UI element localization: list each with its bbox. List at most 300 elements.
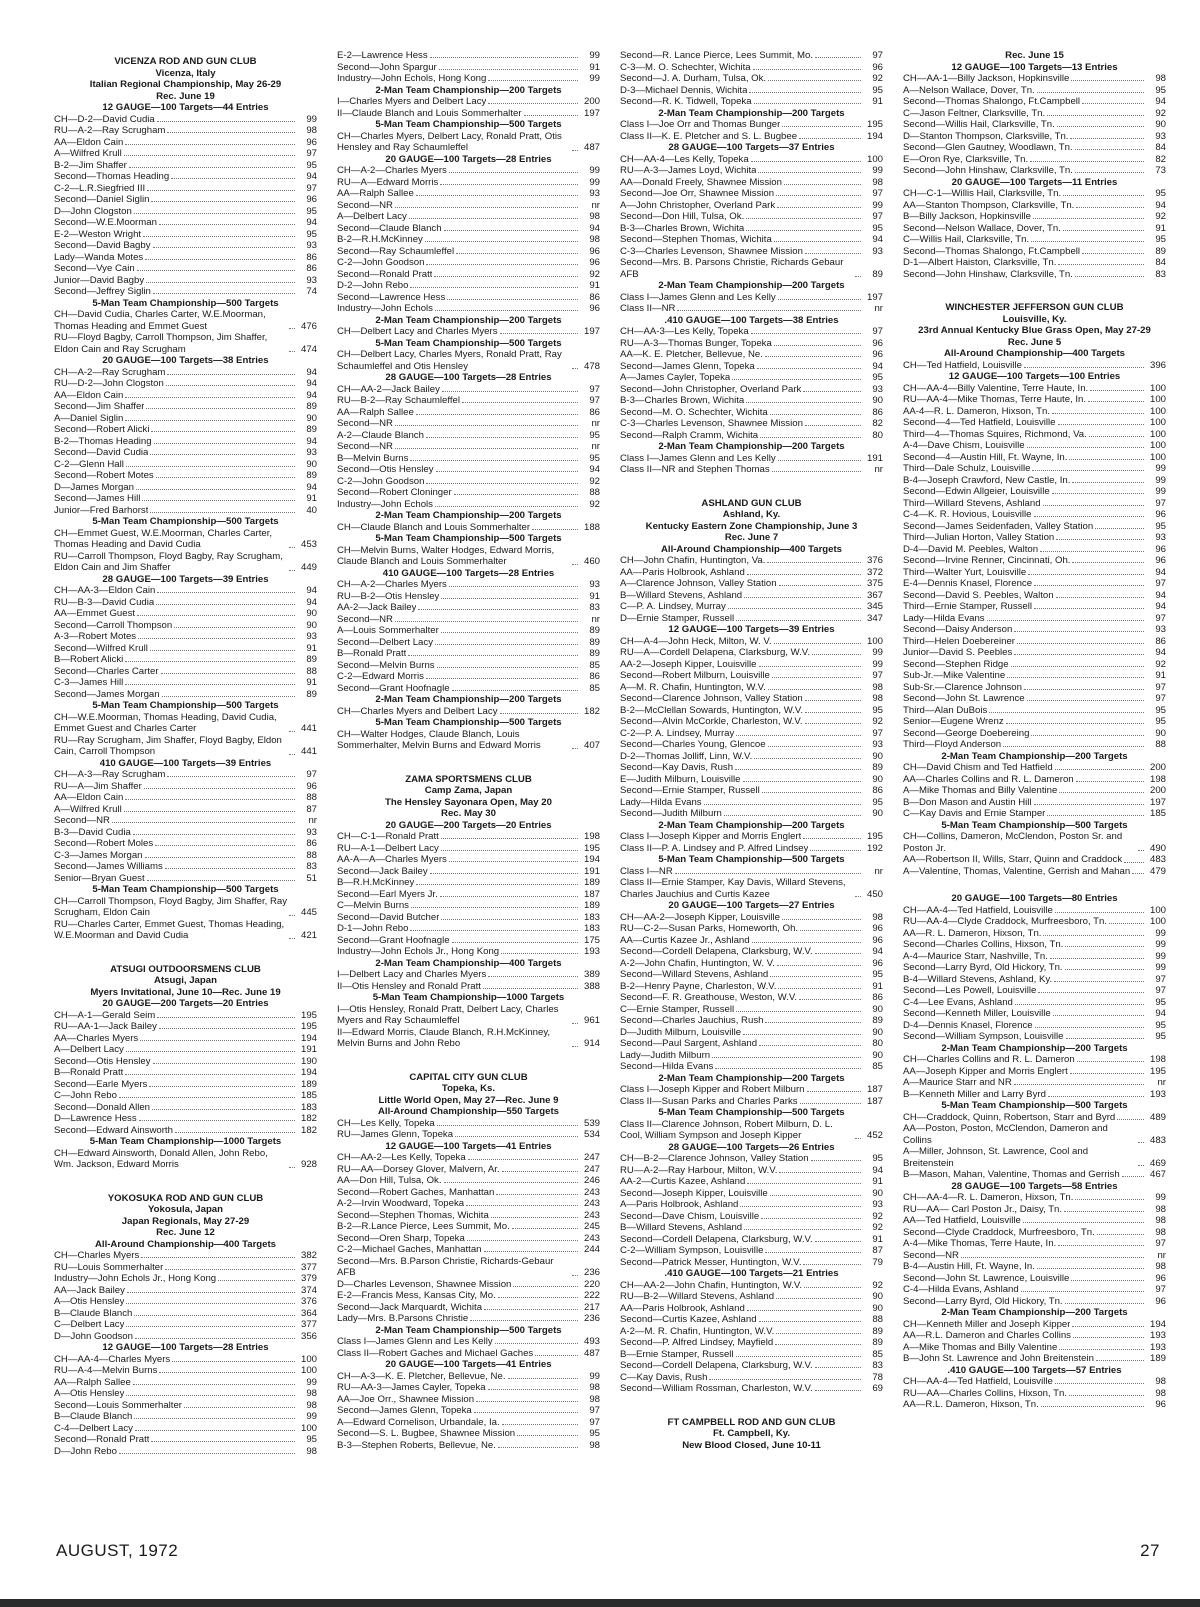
shooter-name: Class II—K. E. Pletcher and S. L. Bugbee <box>620 130 798 142</box>
result-row <box>337 1164 600 1176</box>
club-heading: WINCHESTER JEFFERSON GUN CLUB <box>945 302 1124 313</box>
score: 92 <box>589 268 600 280</box>
result-row <box>337 430 600 442</box>
result-row <box>337 464 600 476</box>
result-row <box>903 1054 1166 1066</box>
shooter-name: Second—James Williams <box>54 861 163 872</box>
score: 469 <box>1149 1157 1166 1169</box>
shooter-name: RU—B-2—Ray Schaumleffel <box>337 395 460 406</box>
result-row <box>903 808 1166 820</box>
leader-dots <box>134 1418 295 1419</box>
score: 93 <box>589 579 600 590</box>
score: 198 <box>583 831 600 842</box>
score: 85 <box>589 659 600 671</box>
score: 97 <box>306 769 317 780</box>
shooter-name: CH—C-1—Willis Hail, Clarksville, Tn. <box>903 188 1062 199</box>
result-row <box>337 660 600 672</box>
result-row <box>337 1279 600 1291</box>
score: 95 <box>1155 1019 1166 1031</box>
result-row <box>903 1261 1166 1273</box>
result-row <box>620 119 883 131</box>
score: 382 <box>300 1250 317 1261</box>
leader-dots <box>145 857 295 858</box>
result-row <box>620 292 883 304</box>
score: 95 <box>872 222 883 234</box>
shooter-name: Lady—Hilda Evans <box>620 796 702 808</box>
shooter-name: Second—James Glenn, Topeka <box>620 360 755 372</box>
score: 93 <box>306 274 317 286</box>
leader-dots <box>157 1017 295 1018</box>
leader-dots <box>776 1298 861 1299</box>
shooter-name: AA-2—Curtis Kazee, Ashland <box>620 1176 746 1187</box>
leader-dots <box>803 391 861 392</box>
score: 94 <box>306 389 317 401</box>
score: 99 <box>872 658 883 670</box>
event-section-heading: 5-Man Team Championship—500 Targets <box>658 1107 845 1118</box>
leader-dots <box>139 1120 295 1121</box>
shooter-name: CH—Walter Hodges, Claude Blanch, Louis Sommerhalter, Melvin Burns and Edward Morris <box>337 728 541 751</box>
shooter-name: Second—Ernie Stamper, Russell <box>620 785 760 796</box>
leader-dots <box>125 420 295 421</box>
leader-dots <box>488 976 578 977</box>
score: 188 <box>583 521 600 533</box>
result-row <box>903 1112 1166 1124</box>
shooter-name: CH—AA-3—Les Kelly, Topeka <box>620 326 749 337</box>
leader-dots <box>804 1287 861 1288</box>
result-row <box>337 1244 600 1256</box>
result-row <box>337 73 600 85</box>
score: 243 <box>583 1232 600 1244</box>
shooter-name: Third—Dale Schulz, Louisville <box>903 463 1031 474</box>
shooter-name: E-2—Lawrence Hess <box>337 50 428 61</box>
result-row <box>54 367 317 379</box>
score: nr <box>874 464 883 475</box>
score: 88 <box>872 1314 883 1325</box>
score: 479 <box>1149 865 1166 877</box>
result-row <box>903 854 1166 866</box>
shooter-name: RU—AA-4—Mike Thomas, Terre Haute, In. <box>903 394 1087 405</box>
result-row <box>903 234 1166 246</box>
leader-dots <box>135 1430 295 1431</box>
leader-dots <box>1033 218 1144 219</box>
leader-dots <box>159 224 295 225</box>
result-row <box>903 1238 1166 1250</box>
column-1 <box>54 50 317 1530</box>
leader-dots <box>532 529 578 530</box>
shooter-name: D—Lawrence Hess <box>54 1113 137 1124</box>
result-row <box>54 1296 317 1308</box>
leader-dots <box>1034 608 1144 609</box>
result-row <box>620 1303 883 1315</box>
leader-dots <box>724 815 861 816</box>
leader-dots <box>488 1389 578 1390</box>
shooter-name: CH—Melvin Burns, Walter Hodges, Edward Morris, Claude Blanch and Louis Sommerhalter <box>337 544 555 567</box>
score: nr <box>874 865 883 877</box>
shooter-name: A—Louis Sommerhalter <box>337 625 439 636</box>
result-row <box>54 1090 317 1102</box>
shooter-name: C-2—John Goodson <box>337 475 425 487</box>
result-row <box>903 452 1166 464</box>
result-row <box>620 958 883 970</box>
result-row <box>54 1388 317 1400</box>
leader-dots <box>430 57 578 58</box>
leader-dots <box>145 259 295 260</box>
leader-dots <box>125 1074 295 1075</box>
score: 100 <box>866 153 883 165</box>
shooter-name: Second—James Seidenfaden, Valley Station <box>903 520 1094 532</box>
shooter-name: CH—A-3—K. E. Pletcher, Bellevue, Ne. <box>337 1370 506 1382</box>
score: 91 <box>872 980 883 992</box>
result-row <box>337 1210 600 1222</box>
result-row <box>620 751 883 763</box>
score: 93 <box>589 188 600 199</box>
score: 189 <box>583 900 600 911</box>
result-row <box>54 608 317 620</box>
leader-dots <box>395 207 578 208</box>
score: 89 <box>306 654 317 665</box>
result-row <box>903 360 1166 372</box>
shooter-name: Second—Robert Motes <box>54 470 154 481</box>
result-row <box>903 1031 1166 1043</box>
leader-dots <box>1047 815 1144 816</box>
shooter-name: RU—A-3—Thomas Bunger, Topeka <box>620 337 772 349</box>
event-section-heading: All-Around Championship—400 Targets <box>943 348 1126 359</box>
result-row <box>620 464 883 476</box>
shooter-name: AA—Don Hill, Tulsa, Ok. <box>337 1175 442 1186</box>
leader-dots <box>772 471 861 472</box>
score: 191 <box>866 452 883 464</box>
leader-dots <box>1014 631 1144 632</box>
score: 89 <box>306 470 317 481</box>
result-row <box>903 682 1166 694</box>
leader-dots <box>754 103 861 104</box>
result-row <box>903 269 1166 281</box>
score: 356 <box>300 1330 317 1342</box>
result-row <box>337 1152 600 1164</box>
score: 91 <box>872 1233 883 1245</box>
leader-dots <box>165 1269 295 1270</box>
leader-dots <box>426 678 578 679</box>
shooter-name: A—Mike Thomas and Billy Valentine <box>903 785 1058 796</box>
result-row <box>337 1440 600 1452</box>
shooter-name: D-1—Albert Haiston, Clarksville, Tn. <box>903 257 1057 268</box>
result-row <box>903 440 1166 452</box>
shooter-name: C-4—Delbert Lacy <box>54 1422 133 1434</box>
score: 100 <box>1149 428 1166 440</box>
leader-dots <box>1138 1165 1144 1166</box>
event-info: Ft. Campbell, Ky. <box>712 1428 791 1439</box>
leader-dots <box>1058 424 1144 425</box>
shooter-name: Class I—James Glenn and Les Kelly <box>337 1336 493 1347</box>
event-section-heading: All-Around Championship—550 Targets <box>377 1106 560 1117</box>
result-row <box>620 935 883 947</box>
shooter-name: D—John Goodson <box>54 1330 133 1342</box>
score: 99 <box>1155 486 1166 497</box>
event-section-heading: 28 GAUGE—100 Targets—39 Entries <box>102 573 269 585</box>
shooter-name: Second—Edwin Allgeier, Louisville <box>903 486 1050 497</box>
leader-dots <box>774 643 861 644</box>
result-row <box>620 912 883 924</box>
shooter-name: AA—Eldon Cain <box>54 792 124 803</box>
leader-dots <box>126 1326 295 1327</box>
score: 453 <box>300 539 317 550</box>
result-row <box>337 246 600 258</box>
score: 99 <box>872 647 883 658</box>
score: 97 <box>872 188 883 199</box>
event-section-heading: 2-Man Team Championship—200 Targets <box>658 441 845 452</box>
shooter-name: Second—R. K. Tidwell, Topeka <box>620 96 752 107</box>
leader-dots <box>740 1206 861 1207</box>
shooter-name: Second—Jack Bailey <box>337 865 428 877</box>
column-4 <box>903 50 1166 1530</box>
leader-dots <box>572 1275 578 1276</box>
leader-dots <box>774 241 861 242</box>
leader-dots <box>803 1264 861 1265</box>
shooter-name: Second—Judith Milburn <box>620 808 722 819</box>
shooter-name: CH—AA-2—John Chafin, Huntington, W.V. <box>620 1279 803 1291</box>
shooter-name: Second—Earle Myers <box>54 1078 148 1090</box>
result-row <box>620 165 883 177</box>
shooter-name: C-3—James Hill <box>54 677 124 688</box>
score: 90 <box>872 1187 883 1199</box>
score: 95 <box>589 452 600 464</box>
shooter-name: Class II—NR <box>620 303 676 314</box>
leader-dots <box>441 919 578 920</box>
shooter-name: C-3—James Morgan <box>54 849 143 861</box>
shooter-name: AA—Eldon Cain <box>54 136 124 148</box>
shooter-name: A-4—Mike Thomas, Terre Haute, In. <box>903 1238 1057 1249</box>
score: 194 <box>583 854 600 865</box>
result-row <box>337 1198 600 1210</box>
event-section-heading: .410 GAUGE—100 Targets—57 Entries <box>947 1364 1122 1376</box>
score: 92 <box>1155 658 1166 670</box>
shooter-name: Second—Kay Davis, Rush <box>620 762 734 773</box>
leader-dots <box>777 965 861 966</box>
shooter-name: E—Oron Rye, Clarksville, Tn. <box>903 153 1029 165</box>
result-row <box>620 808 883 820</box>
shooter-name: A—Wilfred Krull <box>54 803 122 815</box>
event-section-heading: 12 GAUGE—100 Targets—28 Entries <box>102 1342 269 1353</box>
shooter-name: Second—Melvin Burns <box>337 659 435 671</box>
score: 82 <box>1155 153 1166 165</box>
leader-dots <box>156 604 295 605</box>
score: 94 <box>872 360 883 372</box>
shooter-name: CH—Craddock, Quinn, Robertson, Starr and Byrd <box>903 1111 1116 1123</box>
result-row <box>620 1349 883 1361</box>
shooter-name: A—Delbert Lacy <box>54 1044 124 1055</box>
score: 97 <box>589 383 600 395</box>
shooter-name: Second—Lawrence Hess <box>337 291 446 303</box>
leader-dots <box>751 333 861 334</box>
shooter-name: Second—4—Ted Hatfield, Louisville <box>903 417 1056 428</box>
score: 86 <box>1155 635 1166 647</box>
leader-dots <box>442 391 578 392</box>
score: 98 <box>872 911 883 923</box>
leader-dots <box>1059 792 1144 793</box>
result-row <box>337 1027 600 1050</box>
shooter-name: Junior—David S. Peebles <box>903 647 1013 658</box>
score: 90 <box>872 1026 883 1038</box>
result-row <box>620 177 883 189</box>
score: 236 <box>583 1313 600 1324</box>
leader-dots <box>1055 1383 1144 1384</box>
shooter-name: Second—James Morgan <box>54 688 160 700</box>
shooter-name: Class II—Robert Gaches and Michael Gaches <box>337 1347 534 1359</box>
score: 94 <box>1155 566 1166 578</box>
shooter-name: Second—NR <box>337 613 393 625</box>
result-row <box>903 636 1166 648</box>
result-row <box>903 578 1166 590</box>
leader-dots <box>1138 1142 1144 1143</box>
leader-dots <box>143 236 295 237</box>
result-row <box>903 951 1166 963</box>
score: 94 <box>306 481 317 493</box>
leader-dots <box>855 276 861 277</box>
result-row <box>54 666 317 678</box>
result-row <box>337 177 600 189</box>
result-row <box>54 781 317 793</box>
score: 379 <box>300 1273 317 1284</box>
result-row <box>620 1153 883 1165</box>
shooter-name: AA—Paris Holbrook, Ashland <box>620 566 745 578</box>
shooter-name: D—John Rebo <box>54 1445 117 1457</box>
shooter-name: A—Otis Hensley <box>54 1388 125 1399</box>
leader-dots <box>1077 1061 1144 1062</box>
score: 90 <box>872 808 883 819</box>
result-row <box>54 827 317 839</box>
event-section-heading: 410 GAUGE—100 Targets—28 Entries <box>382 567 555 579</box>
score: 100 <box>1149 382 1166 394</box>
event-section-heading: 5-Man Team Championship—1000 Targets <box>89 1136 282 1147</box>
result-row <box>903 905 1166 917</box>
score: 89 <box>306 424 317 435</box>
result-row <box>903 716 1166 728</box>
event-section-heading: 2-Man Team Championship—200 Targets <box>658 1072 845 1084</box>
leader-dots <box>1056 539 1144 540</box>
score: 92 <box>1155 211 1166 222</box>
score: 78 <box>872 1371 883 1383</box>
shooter-name: Third—Alan DuBois <box>903 704 988 716</box>
result-row <box>337 923 600 935</box>
score: 97 <box>1155 693 1166 704</box>
result-row <box>54 275 317 287</box>
score: 100 <box>866 635 883 647</box>
leader-dots <box>1132 873 1144 874</box>
leader-dots <box>772 677 861 678</box>
result-row <box>620 578 883 590</box>
result-row <box>337 1417 600 1429</box>
result-row <box>903 762 1166 774</box>
result-row <box>620 1004 883 1016</box>
leader-dots <box>1075 172 1144 173</box>
event-info: Yokosula, Japan <box>148 1204 223 1215</box>
result-row <box>903 785 1166 797</box>
score: 86 <box>589 406 600 418</box>
leader-dots <box>1072 562 1144 563</box>
score: 84 <box>1155 257 1166 268</box>
leader-dots <box>1048 1096 1144 1097</box>
leader-dots <box>289 1167 295 1168</box>
result-row <box>337 1371 600 1383</box>
result-row <box>54 769 317 781</box>
leader-dots <box>416 414 578 415</box>
leader-dots <box>171 178 295 179</box>
leader-dots <box>1055 912 1144 913</box>
score: 89 <box>589 648 600 659</box>
leader-dots <box>513 1286 578 1287</box>
score: 91 <box>589 280 600 291</box>
shooter-name: Second—Patrick Messer, Huntington, W.V. <box>620 1256 802 1268</box>
leader-dots <box>1034 585 1144 586</box>
shooter-name: CH—B-2—Clarence Johnson, Valley Station <box>620 1153 809 1164</box>
leader-dots <box>418 609 578 610</box>
result-row <box>903 1342 1166 1354</box>
leader-dots <box>508 1378 579 1379</box>
score: 88 <box>1155 739 1166 750</box>
score: 90 <box>872 750 883 762</box>
score: 95 <box>872 796 883 808</box>
score: 96 <box>872 923 883 934</box>
event-section-heading: 5-Man Team Championship—500 Targets <box>92 700 279 711</box>
leader-dots <box>147 190 295 191</box>
leader-dots <box>784 184 861 185</box>
score: 377 <box>300 1319 317 1330</box>
result-row <box>903 1192 1166 1204</box>
shooter-name: Second—W.E.Moorman <box>54 217 157 228</box>
leader-dots <box>746 218 861 219</box>
shooter-name: Second—Cordell Delapena, Clarksburg, W.V. <box>620 946 813 957</box>
score: 98 <box>1155 1261 1166 1272</box>
score: 95 <box>1155 704 1166 716</box>
result-row <box>620 981 883 993</box>
shooter-name: Second—Nelson Wallace, Dover, Tn. <box>903 222 1061 234</box>
score: 99 <box>1155 962 1166 973</box>
result-row <box>903 417 1166 429</box>
result-row <box>903 108 1166 120</box>
shooter-name: Second—Ronald Pratt <box>54 1434 150 1445</box>
score: 89 <box>872 1015 883 1026</box>
event-info: Rec. June 7 <box>724 532 779 543</box>
shooter-name: Second—Glen Gautney, Woodlawn, Tn. <box>903 142 1073 153</box>
leader-dots <box>1006 723 1144 724</box>
result-row <box>54 252 317 264</box>
leader-dots <box>1072 1326 1144 1327</box>
shooter-name: Second—P. Alfred Lindsey, Mayfield <box>620 1337 774 1348</box>
shooter-name: AA—Jack Bailey <box>54 1284 125 1296</box>
result-row <box>903 659 1166 671</box>
score: 93 <box>306 240 317 251</box>
leader-dots <box>140 1040 295 1041</box>
result-row <box>54 551 317 574</box>
score: 183 <box>300 1101 317 1113</box>
leader-dots <box>758 172 861 173</box>
leader-dots <box>712 1057 861 1058</box>
shooter-name: B—R.H.McKinney <box>337 877 415 888</box>
leader-dots <box>751 161 861 162</box>
event-section-heading: 2-Man Team Championship—200 Targets <box>941 750 1128 762</box>
leader-dots <box>289 547 295 548</box>
score: 98 <box>589 1382 600 1393</box>
result-row <box>903 997 1166 1009</box>
score: 98 <box>306 1445 317 1457</box>
score: 93 <box>872 1199 883 1210</box>
result-row <box>54 1250 317 1262</box>
result-row <box>620 372 883 384</box>
leader-dots <box>410 287 578 288</box>
shooter-name: RU—Carroll Thompson, Floyd Bagby, Ray Scrugham, Eldon Cain and Jim Shaffer <box>54 550 283 573</box>
shooter-name: Second—Oren Sharp, Topeka <box>337 1232 465 1244</box>
shooter-name: B-2—Thomas Heading <box>54 435 152 447</box>
